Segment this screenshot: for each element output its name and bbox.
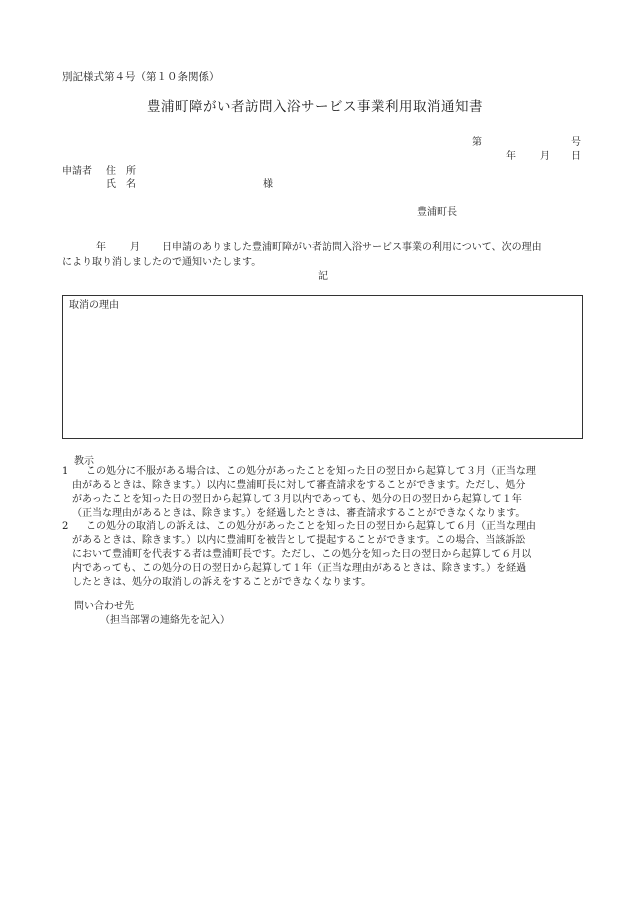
instruction-line: この処分の取消しの訴えは、この処分があったことを知った日の翌日から起算して６月（正当な理由: [86, 521, 536, 532]
address-label: 住 所: [106, 166, 136, 177]
instruction-line: 内であっても、この処分の日の翌日から起算して１年（正当な理由があるときは、除きます。）を経過: [72, 563, 527, 574]
instruction-line: したときは、処分の取消しの訴えをすることができなくなります。: [72, 577, 372, 588]
body-text-line2: により取り消しましたので通知いたします。: [62, 257, 262, 268]
reason-label: 取消の理由: [69, 300, 119, 311]
instruction-number: 1: [62, 466, 69, 477]
instruction-item-2: [62, 520, 587, 590]
honorific-label: 様: [263, 179, 273, 190]
instruction-item-1: [62, 465, 587, 521]
date-day-label: 日: [571, 151, 581, 162]
instruction-line: において豊浦町を代表する者は豊浦町長です。ただし、この処分を知った日の翌日から起算して６月以: [72, 549, 532, 560]
body-text-rest: 日申請のありました豊浦町障がい者訪問入浴サービス事業の利用について、次の理由: [162, 242, 542, 253]
contact-label: 問い合わせ先: [74, 601, 134, 612]
document-title: 豊浦町障がい者訪問入浴サービス事業利用取消通知書: [147, 99, 483, 115]
doc-number-suffix: 号: [571, 137, 581, 148]
form-number: 別記様式第４号（第１０条関係）: [62, 71, 220, 83]
ki-label: 記: [318, 271, 328, 282]
instruction-heading: 教示: [74, 456, 94, 467]
body-year-label: 年: [96, 242, 106, 253]
date-year-label: 年: [506, 151, 516, 162]
instruction-number: 2: [62, 521, 69, 532]
instruction-line: があるときは、除きます。）以内に豊浦町を被告として提起することができます。この場合、当該訴訟: [72, 535, 526, 546]
applicant-label: 申請者: [62, 166, 92, 177]
issuer-name: 豊浦町長: [417, 207, 457, 218]
instruction-line: 由があるときは、除きます。）以内に豊浦町長に対して審査請求をすることができます。ただし、処分: [72, 480, 526, 491]
instruction-line: この処分に不服がある場合は、この処分があったことを知った日の翌日から起算して３月（正当な理: [86, 466, 536, 477]
instruction-line: （正当な理由があるときは、除きます。）を経過したときは、審査請求することができなくなります。: [72, 508, 526, 519]
doc-number-prefix: 第: [472, 137, 482, 148]
body-month-label: 月: [130, 242, 140, 253]
name-label: 氏 名: [106, 179, 136, 190]
reason-box: [62, 295, 583, 439]
date-month-label: 月: [540, 151, 550, 162]
contact-note: （担当部署の連絡先を記入）: [100, 615, 230, 626]
instruction-line: があったことを知った日の翌日から起算して３月以内であっても、処分の日の翌日から起算して１年: [72, 494, 522, 505]
